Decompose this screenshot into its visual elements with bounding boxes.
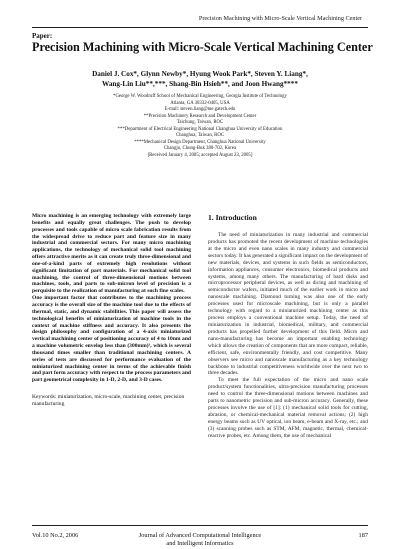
- footer-volume: Vol.10 No.2, 2006: [32, 532, 79, 539]
- footer-journal-line-1: Journal of Advanced Computational Intelligence: [138, 532, 262, 539]
- affiliations: [0, 94, 400, 159]
- left-column: [32, 213, 191, 408]
- footer-journal-line-2: and Intelligent Informatics: [166, 539, 234, 547]
- affiliation-line: ****Mechanical Design Department, Changhua National University: [134, 139, 266, 145]
- keywords: [32, 394, 191, 408]
- footer-page-number: 187: [358, 532, 368, 539]
- authors: [0, 69, 400, 89]
- abstract-paragraph-2: One important factor that contributes to the machining process accuracy is the overall size of the machine tool due to the effects of thermal, static, and dynamic stabilities. This paper will assess the technological benefits of miniaturization of machine tools in the context of machine stiffness and accuracy. It also presents the design philosophy and configuration of a 4-axis miniaturized vertical machining center of positioning accuracy of 4 to 10nm and a machine volumetric envelop less than (300mm)³, which is several thousand times smaller than traditional machining centers. A series of tests are discussed for performance evaluation of the miniaturized machining center in terms of the achievable finish and part form accuracy with respect to the process parameters and part geometrical complexity in 1-D, 2-D, and 3-D cases.: [32, 295, 191, 384]
- affiliation-line: **Precision Machinery Research and Development Center: [143, 113, 257, 119]
- affiliation-line: Changju, Chung-Buk 380-702, Korea: [163, 146, 237, 152]
- affiliation-line: ***Department of Electrical Engineering National Changhua University of Education: [117, 126, 283, 132]
- running-head: Precision Machining with Micro-Scale Vertical Machining Center: [198, 15, 362, 22]
- authors-line-2: Wang-Lin Liu**,***, Shang-Bin Hsieh**, and Joon Hwang****: [102, 80, 298, 88]
- authors-line-1: Daniel J. Cox*, Glynn Newby*, Hyung Wook Park*, Steven Y. Liang*,: [92, 70, 308, 78]
- affiliation-line: Changhua, Taiwan, ROC: [175, 133, 225, 139]
- keywords-label: Keywords:: [32, 394, 57, 401]
- abstract: [32, 213, 191, 384]
- paper-label: Paper:: [32, 32, 53, 40]
- affiliation-line: Atlanta, GA 30332-0405, USA: [170, 100, 230, 106]
- introduction-body: [208, 232, 368, 440]
- paper-title: Precision Machining with Micro-Scale Vertical Machining Center: [32, 40, 373, 54]
- footer-rule: [32, 525, 368, 526]
- affiliation-email: E-mail: steven.liang@me.gatech.edu: [164, 107, 236, 113]
- intro-paragraph-2: To meet the full expectation of the micro and nano scale product/system functionalities, ultra-precision manufacturing processes need to control the three-dimensional motions between machines and parts to nanometric precision and sub-micron accuracy. Generally, these processes involve the use of [1]: (1) mechanical solid tools for cutting, abrasion, or chemical-mechanical material removal actions; (2) high energy beams such as UV optical, ion beam, e-beam and X-ray, etc.; and (3) scanning probes such as STM, AFM, magnetic, thermal, chemical-reactive probes, etc. Among them, the use of mechanical: [208, 377, 368, 439]
- header-rule: [32, 27, 368, 28]
- intro-paragraph-1: The need of miniaturization in many industrial and commercial products has promoted the recent development of machine technologies at the micro and even nano scales in many industry and commercial sectors today. It has generated a significant impact on the development of new materials, devices, and systems in such fields as semiconductors, information appliances, consumer electronics, biomedical products and systems, among many others. The manufacturing of hard disks and microprocessor peripheral devices, as well as dicing and machining of semiconductor wafers, initiated much of the earlier work in micro and nanoscale machining. Diamond turning was also one of the early processes used for microscale machining, but is only a parallel technology with regard to a miniaturized machining center as this process employs a conventional machine setup. Today, the need of miniaturization in industrial, biomedical, military, and commercial products has propelled further development of this field. Micro and nano-manufacturing has become an important enabling technology which allows the creation of components that are more compact, reliable, efficient, safe, environmentally friendly, and cost competitive. Many observers see micro and nanoscale manufacturing as a key technology backbone to industrial competitiveness worldwide over the next two to three decades.: [208, 232, 368, 377]
- keywords-text: miniaturization, micro-scale, machining center, precision manufacturing: [32, 394, 185, 407]
- received-dates: [Received January 4, 2005; accepted August 23, 2005]: [147, 152, 253, 158]
- abstract-paragraph-1: Micro machining is an emerging technology with extremely large benefits and equally great challenges. The push to develop processes and tools capable of micro scale fabrication results from the widespread drive to reduce part and feature size in many industrial and commercial sectors. For many micro machining applications, the technology of mechanical solid tool machining offers attractive merits as it can create truly three-dimensional and one-of-a-kind parts of extremely high resolutions without significant limitation of part materials. For mechanical solid tool machining, the control of three-dimensional motions between machines, tools, and parts to sub-micron level of precision is a perquisite to the realization of manufacturing at such fine scales.: [32, 213, 191, 295]
- affiliation-line: Taichung, Taiwan, ROC: [176, 120, 224, 126]
- right-column: [208, 213, 368, 440]
- footer-journal: [0, 532, 400, 547]
- affiliation-line: *George W. Woodruff School of Mechanical Engineering, Georgia Institute of Technology: [113, 94, 287, 99]
- section-heading-introduction: 1. Introduction: [208, 213, 257, 222]
